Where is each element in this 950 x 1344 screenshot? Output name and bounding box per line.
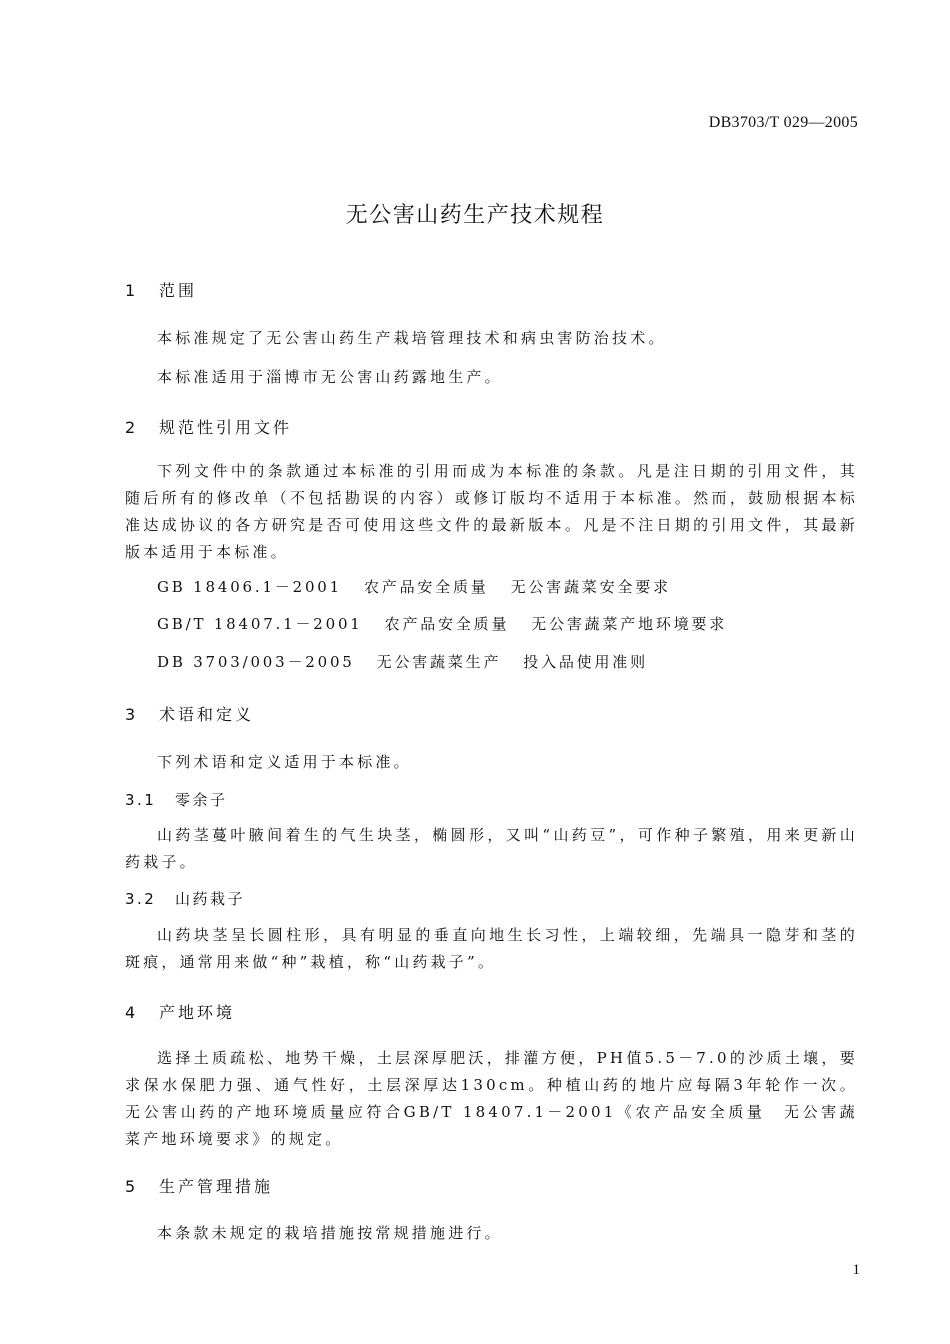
section-title: 生产管理措施 [159,1177,274,1196]
reference-code: GB/T 18407.1－2001 [157,615,363,633]
section-number: 2 [125,418,139,437]
reference-name: 农产品安全质量 [363,578,489,596]
section-title: 术语和定义 [159,705,255,724]
section-number: 4 [125,1003,139,1022]
section-1-paragraph-2: 本标准适用于淄博市无公害山药露地生产。 [157,368,503,386]
term-3-2-heading [125,888,245,909]
section-3-heading [125,702,254,725]
term-title: 零余子 [175,791,228,809]
reference-subtitle: 无公害蔬菜安全要求 [510,578,671,596]
term-number: 3.1 [125,791,157,809]
reference-item [157,576,671,597]
reference-item [157,613,727,634]
term-3-1-definition: 山药茎蔓叶腋间着生的气生块茎，椭圆形，又叫“山药豆”，可作种子繁殖，用来更新山药栽子。 [125,826,858,871]
term-title: 山药栽子 [175,890,246,908]
section-title: 产地环境 [159,1003,236,1022]
term-3-2-definition: 山药块茎呈长圆柱形，具有明显的垂直向地生长习性，上端较细，先端具一隐芽和茎的斑痕，通常用来做“种”栽植，称“山药栽子”。 [125,926,858,971]
section-4-heading [125,1000,235,1023]
section-3-paragraph-1: 下列术语和定义适用于本标准。 [157,753,412,771]
section-4-paragraph-1: 选择土质疏松、地势干燥，土层深厚肥沃，排灌方便，PH值5.5－7.0的沙质土壤，要求保水保肥力强、通气性好，土层深厚达130cm。种植山药的地片应每隔3年轮作一次。无公害山药的产地环境质量应符合GB/T 18407.1－2001《农产品安全质量 无公害蔬菜产地环境要求》的规定。 [125,1049,858,1148]
reference-name: 农产品安全质量 [384,615,510,633]
section-number: 3 [125,705,139,724]
document-title: 无公害山药生产技术规程 [345,203,605,228]
term-3-1-heading [125,789,228,810]
section-title: 规范性引用文件 [159,418,293,437]
section-5-paragraph-1: 本条款未规定的栽培措施按常规措施进行。 [157,1224,503,1242]
section-5-heading [125,1174,273,1197]
reference-subtitle: 投入品使用准则 [523,653,648,671]
reference-name: 无公害蔬菜生产 [376,653,502,671]
section-2-paragraph-1: 下列文件中的条款通过本标准的引用而成为本标准的条款。凡是注日期的引用文件，其随后所有的修改单（不包括勘误的内容）或修订版均不适用于本标准。然而，鼓励根据本标准达成协议的各方研究是否可使用这些文件的最新版本。凡是不注日期的引用文件，其最新版本适用于本标准。 [125,462,858,561]
reference-item [157,651,648,672]
section-1-heading [125,278,197,301]
document-code: DB3703/T 029—2005 [708,114,858,131]
section-1-paragraph-1: 本标准规定了无公害山药生产栽培管理技术和病虫害防治技术。 [157,329,667,347]
reference-code: DB 3703/003－2005 [157,653,355,671]
section-title: 范围 [159,281,198,300]
section-number: 5 [125,1177,139,1196]
reference-code: GB 18406.1－2001 [157,578,342,596]
page-number: 1 [852,1262,860,1278]
section-number: 1 [125,281,139,300]
term-number: 3.2 [125,890,157,908]
section-2-heading [125,415,292,438]
reference-subtitle: 无公害蔬菜产地环境要求 [531,615,728,633]
